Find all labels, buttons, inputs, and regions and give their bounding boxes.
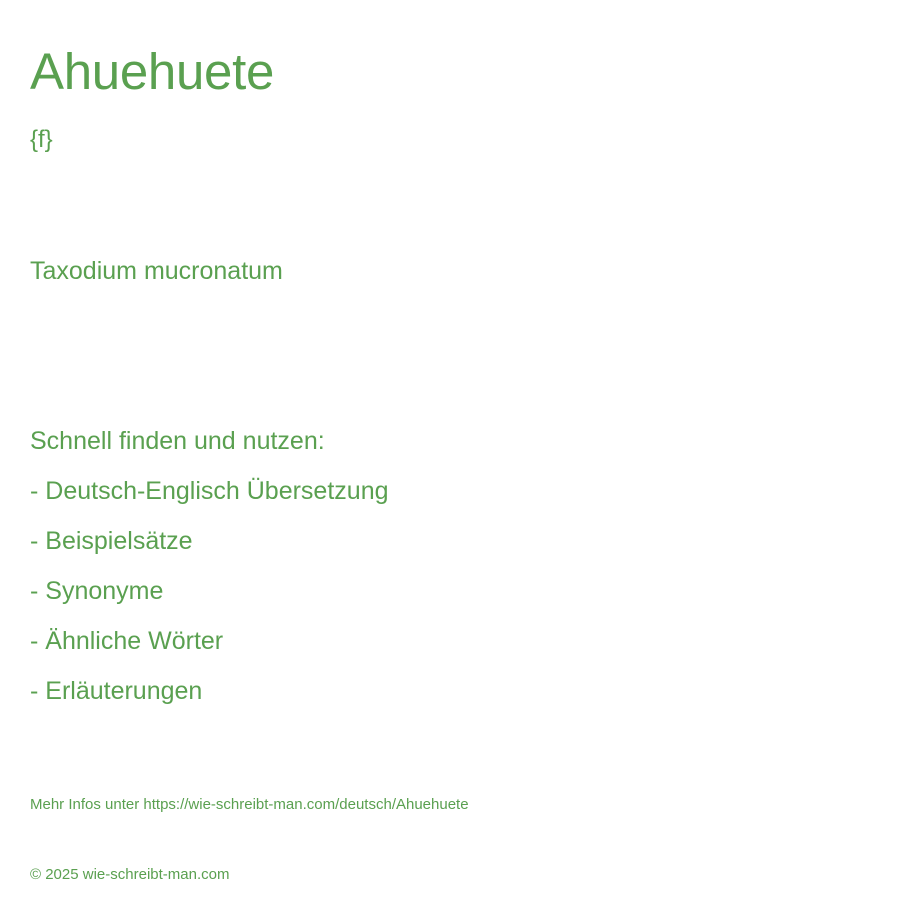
feature-item-example-sentences: - Beispielsätze <box>30 527 193 555</box>
more-info-link[interactable]: https://wie-schreibt-man.com/deutsch/Ahuehuete <box>143 796 469 813</box>
entry-page <box>30 0 870 900</box>
copyright-notice: © 2025 wie-schreibt-man.com <box>30 866 230 883</box>
translation-text: Taxodium mucronatum <box>30 257 283 285</box>
features-section <box>30 425 389 707</box>
more-info-prefix: Mehr Infos unter <box>30 796 144 813</box>
feature-item-similar-words: - Ähnliche Wörter <box>30 627 224 655</box>
more-info-line <box>30 795 469 815</box>
feature-list <box>30 475 389 707</box>
feature-item-synonyms: - Synonyme <box>30 577 164 605</box>
feature-item-explanations: - Erläuterungen <box>30 677 203 705</box>
gender-label: {f} <box>30 126 53 153</box>
features-heading: Schnell finden und nutzen: <box>30 427 325 455</box>
entry-word-title: Ahuehuete <box>30 43 275 100</box>
feature-item-translation: - Deutsch-Englisch Übersetzung <box>30 477 389 505</box>
